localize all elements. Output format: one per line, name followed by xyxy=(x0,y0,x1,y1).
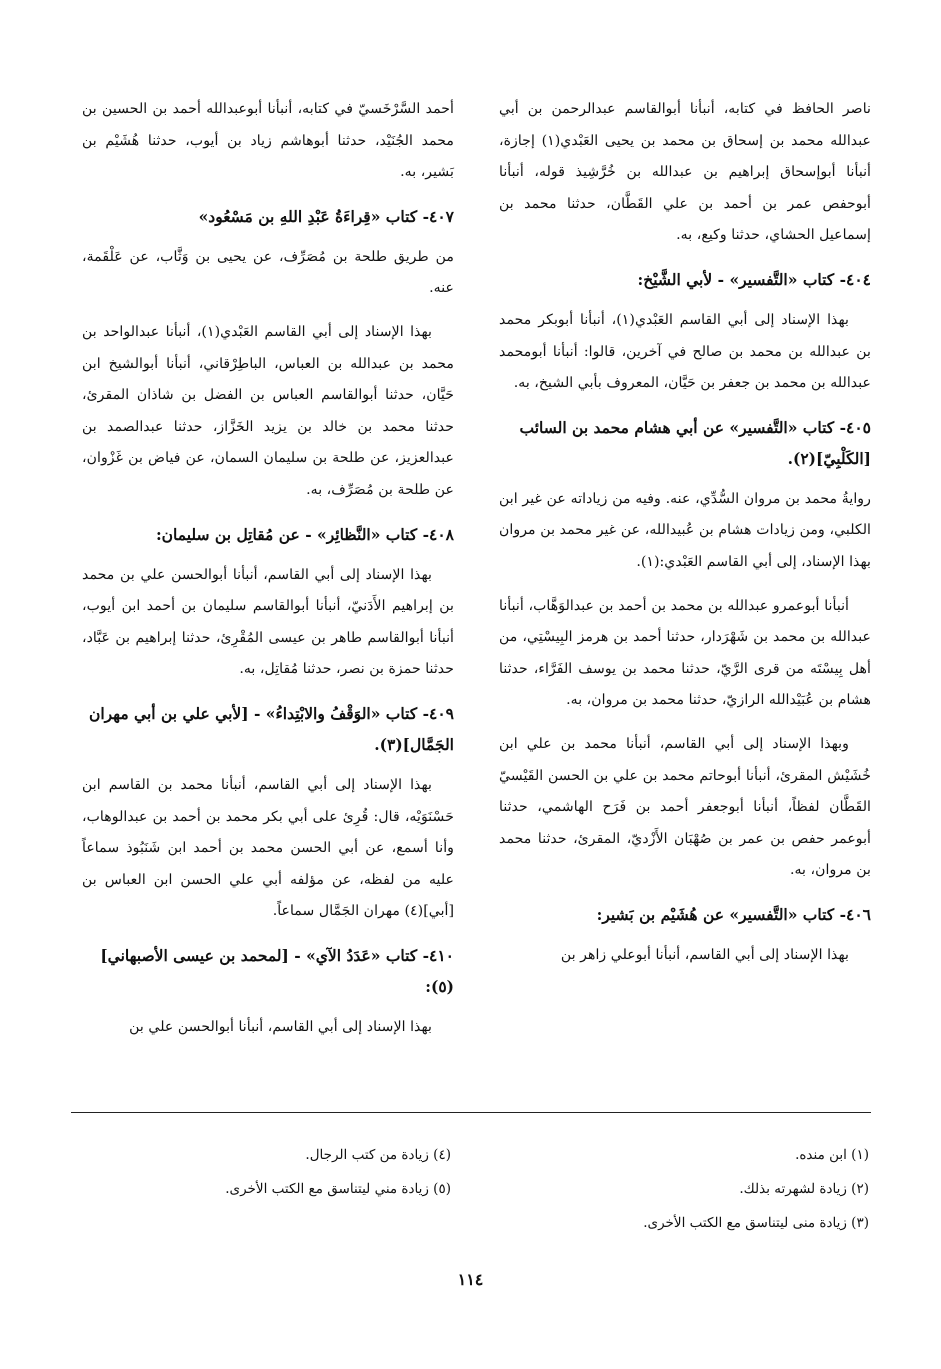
entry-heading-404: ٤٠٤- كتاب «التَّفسير» - لأبي الشَّيْخ: xyxy=(637,269,871,289)
entry-heading-405: ٤٠٥- كتاب «التَّفسير» عن أبي هشام محمد بن السائب [الكَلْبِيّ](٢). xyxy=(519,417,871,468)
footnote-2: (٢) زيادة لشهرته بذلك. xyxy=(739,1181,869,1197)
entry-heading-408: ٤٠٨- كتاب «النَّظائِر» - عن مُقاتِل بن سليمان: xyxy=(155,524,454,544)
paragraph: بهذا الإسناد إلى أبي القاسم، أنبأنا أبوعلي زاهر بن xyxy=(560,946,849,963)
paragraph: وبهذا الإسناد إلى أبي القاسم، أنبأنا محمد بن علي ابن خُشَيْش المقرئ، أنبأنا أبوحاتم محمد بن علي بن الحسن القَيْسيّ القَطَّان لفظاً، أنبأنا أبوجعفر أحمد بن فَرَح الهاشمي، حدثنا أبوعمر حفص بن عمر بن صُهْبَان الأَزْديّ، المقرئ، حدثنا محمد بن مروان، به. xyxy=(499,735,871,879)
paragraph: أنبأنا أبوعمرو عبدالله بن محمد بن أحمد بن عبدالوَهَّاب، أنبأنا عبدالله بن محمد بن شَهْرَدار، حدثنا أحمد بن هرمز البِيسْتِي، من أهل بِيسْتَه من قرى الرَّيّ، حدثنا محمد بن يوسف الفَرَّاء، حدثنا هشام بن عُبَيْدالله الرازيّ، حدثنا محمد بن مروان، به. xyxy=(499,597,871,709)
entry-heading-407: ٤٠٧- كتاب «قِراءَةُ عَبْدِ اللهِ بن مَسْعُود» xyxy=(198,206,454,226)
footnote-5: (٥) زيادة مني ليتناسق مع الكتب الأخرى. xyxy=(225,1181,451,1197)
entry-heading-406: ٤٠٦- كتاب «التَّفسير» عن هُشَيْم بن بَشير: xyxy=(596,904,871,924)
paragraph: بهذا الإسناد إلى أبي القاسم العَبْدي(١)، أنبأنا عبدالواحد بن محمد بن عبدالله بن العباس، الباطِرْقاني، أنبأنا أبوالشيخ ابن حَيَّان، حدثنا أبوالقاسم العباس بن الفضل بن شاذان المقرئ، حدثنا محمد بن خالد بن يزيد الخَزَّاز، حدثنا عبدالصمد بن عبدالعزيز، عن طلحة بن سليمان السمان، عن فياض بن غَزْوان، عن طلحة بن مُصَرِّف، به. xyxy=(82,323,454,498)
footnote-divider xyxy=(71,1112,871,1113)
footnotes-right xyxy=(489,1138,869,1240)
footnote-1: (١) ابن منده. xyxy=(795,1147,869,1163)
page-number: ١١٤ xyxy=(457,1270,484,1289)
footnote-4: (٤) زيادة من كتب الرجال. xyxy=(305,1147,451,1163)
paragraph: بهذا الإسناد إلى أبي القاسم، أنبأنا أبوالحسن علي بن xyxy=(129,1018,432,1035)
paragraph: بهذا الإسناد إلى أبي القاسم، أنبأنا محمد بن القاسم ابن حَسْنَوَيْه، قال: قُرِئ على أبي بكر محمد بن أحمد بن عبدالوهاب، وأنا أسمع، عن أبي الحسن محمد بن أحمد ابن شَنَبُوذ سماعاً عليه من لفظه، عن مؤلفه أبي علي الحسن ابن العباس بن [أبي](٤) مهران الجَمَّال سماعاً. xyxy=(82,776,454,920)
paragraph: ناصر الحافظ في كتابه، أنبأنا أبوالقاسم عبدالرحمن بن أبي عبدالله محمد بن إسحاق بن محمد بن يحيى العَبْدي(١) إجازة، أنبأنا أبوإسحاق إبراهيم بن عبدالله بن خُرَّشِيذ قوله، أنبأنا أبوحفص عمر بن أحمد بن علي القَطَّان، حدثنا محمد بن إسماعيل الحشاي، حدثنا وكيع، به. xyxy=(499,101,871,244)
right-column xyxy=(499,94,871,983)
entry-heading-409: ٤٠٩- كتاب «الوَقْفُ والابْتِداءُ» - [لأبي علي بن أبي مهران الجَمَّال](٣). xyxy=(88,703,454,754)
paragraph: أحمد السَّرْخَسيّ في كتابه، أنبأنا أبوعبدالله أحمد بن الحسين بن محمد الجُنَيْد، حدثنا أبوهاشم زياد بن أيوب، حدثنا هُشَيْم بن بَشير، به. xyxy=(82,101,454,181)
paragraph: من طريق طلحة بن مُصَرِّف، عن يحيى بن وَثَّاب، عن عَلْقَمة، عنه. xyxy=(82,248,454,297)
footnote-3: (٣) زيادة منى ليتناسق مع الكتب الأخرى. xyxy=(643,1215,869,1231)
entry-heading-410: ٤١٠- كتاب «عَدَدُ الآي» - [لمحمد بن عيسى الأصبهاني](٥): xyxy=(100,945,454,996)
footnotes-left xyxy=(71,1138,451,1206)
paragraph: بهذا الإسناد إلى أبي القاسم العَبْدي(١)، أنبأنا أبوبكر محمد بن عبدالله بن محمد بن صالح في آخرين، قالوا: أنبأنا أبومحمد عبدالله بن محمد بن جعفر بن حَيَّان، المعروف بأبي الشيخ، به. xyxy=(499,311,871,392)
paragraph: بهذا الإسناد إلى أبي القاسم، أنبأنا أبوالحسن علي بن محمد بن إبراهيم الأَدَنيّ، أنبأنا أبوالقاسم سليمان بن أحمد ابن أيوب، أنبأنا أبوالقاسم طاهر بن عيسى المُقْرِئ، حدثنا إبراهيم بن عَبَّاد، حدثنا حمزة بن نصر، حدثنا مُقاتِل، به. xyxy=(82,566,454,678)
left-column xyxy=(82,94,454,1055)
paragraph: روايةُ محمد بن مروان السُّدِّي، عنه. وفيه من زياداته عن غير ابن الكلبي، ومن زيادات هشام بن عُبيدالله، عن غير محمد بن مروان بهذا الإسناد، إلى أبي القاسم العَبْدي:(١). xyxy=(499,490,871,570)
